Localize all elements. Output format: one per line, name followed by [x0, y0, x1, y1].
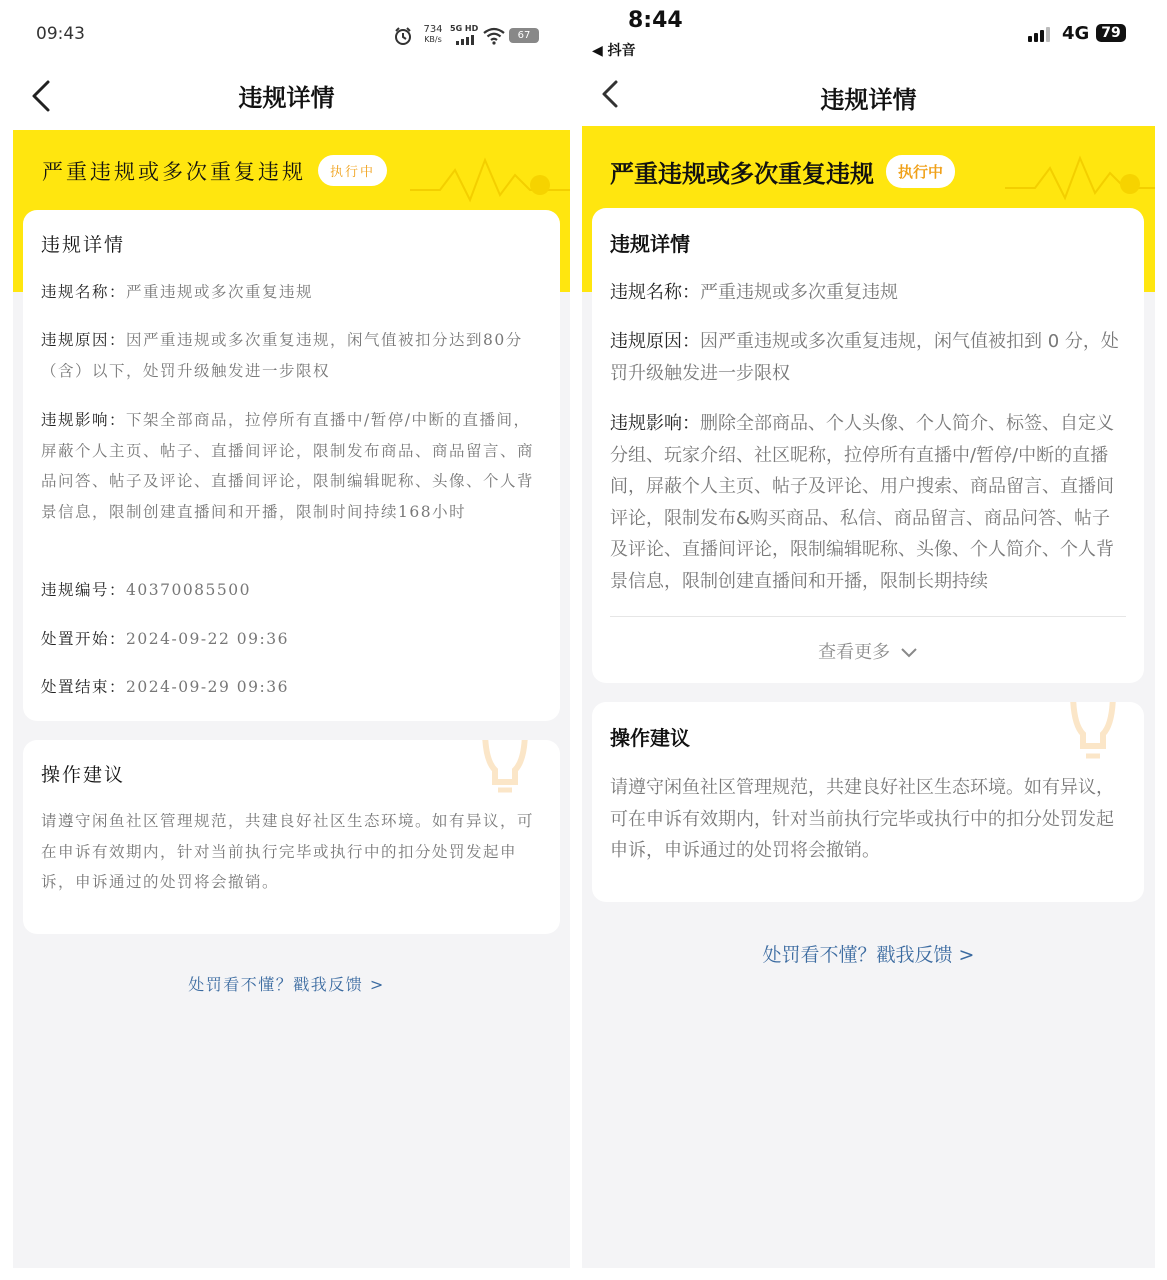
detail-key: 违规影响：: [41, 411, 127, 429]
advice-card-title: 操作建议: [610, 726, 690, 750]
status-time: 09:43: [36, 24, 85, 44]
details-card: [23, 210, 560, 721]
status-badge: 执行中: [886, 155, 955, 188]
detail-value: 严重违规或多次重复违规: [700, 282, 898, 303]
signal-icon: [456, 35, 476, 45]
violation-title: 严重违规或多次重复违规: [610, 160, 874, 188]
detail-row-impact: [610, 408, 1124, 597]
violation-header: [610, 154, 955, 189]
advice-text: 请遵守闲鱼社区管理规范，共建良好社区生态环境。如有异议，可在申诉有效期内，针对当前执行完毕或执行中的扣分处罚发起申诉，申诉通过的处罚将会撤销。: [41, 812, 535, 891]
detail-value: 因严重违规或多次重复违规，闲气值被扣分达到80分（含）以下，处罚升级触发进一步限权: [41, 331, 523, 380]
detail-value: 下架全部商品，拉停所有直播中/暂停/中断的直播间，屏蔽个人主页、帖子、直播间评论，限制发布商品、商品留言、商品问答、帖子及评论、直播间评论，限制编辑昵称、头像、个人背景信息，限制创建直播间和开播，限制时间持续168小时: [41, 411, 535, 521]
battery-icon: [1096, 24, 1126, 42]
detail-row-id: [41, 575, 544, 606]
lightbulb-icon: [470, 740, 540, 800]
advice-card-title: 操作建议: [41, 764, 126, 786]
net-speed: 734: [423, 24, 443, 35]
violation-header: [42, 155, 387, 186]
feedback-link[interactable]: 处罚看不懂？戳我反馈 >: [762, 944, 975, 966]
detail-key: 违规原因：: [41, 331, 127, 349]
detail-value: 严重违规或多次重复违规: [126, 283, 314, 301]
detail-value: 2024-09-29 09:36: [126, 678, 289, 696]
status-icons: [393, 24, 553, 48]
status-badge: 执行中: [318, 155, 387, 186]
lightbulb-icon: [1058, 702, 1128, 766]
battery-level: 67: [517, 30, 531, 41]
status-icons: [1028, 22, 1138, 46]
signal-icon: [1028, 26, 1052, 42]
net-speed-unit: KB/s: [424, 35, 442, 44]
details-card: [592, 208, 1144, 683]
detail-row-impact: [41, 405, 544, 527]
detail-key: 违规编号：: [41, 581, 127, 599]
status-time: 8:44: [628, 8, 683, 33]
details-card-title: 违规详情: [610, 232, 690, 256]
detail-key: 处置开始：: [41, 630, 127, 648]
detail-row-end: [41, 672, 544, 703]
advice-card: [592, 702, 1144, 902]
detail-key: 处置结束：: [41, 678, 127, 696]
detail-value: 因严重违规或多次重复违规，闲气值被扣到 0 分，处罚升级触发进一步限权: [610, 331, 1119, 384]
page-title: 违规详情: [238, 83, 335, 112]
battery-icon: [509, 28, 539, 43]
network-label: 4G: [1062, 23, 1090, 44]
detail-key: 违规名称：: [610, 282, 700, 303]
detail-value: 2024-09-22 09:36: [126, 630, 289, 648]
violation-title: 严重违规或多次重复违规: [42, 159, 306, 184]
divider: [610, 616, 1126, 617]
detail-row-reason: [41, 325, 544, 386]
page-title: 违规详情: [820, 86, 917, 114]
wifi-icon: [483, 27, 505, 45]
detail-row-reason: [610, 326, 1124, 389]
detail-value: 删除全部商品、个人头像、个人简介、标签、自定义分组、玩家介绍、社区昵称，拉停所有直播中/暂停/中断的直播间，屏蔽个人主页、帖子及评论、用户搜索、商品留言、直播间评论，限制发布&购买商品、私信、商品留言、商品问答、帖子及评论、直播间评论，限制编辑昵称、头像、个人简介、个人背景信息，限制创建直播间和开播，限制长期持续: [610, 413, 1114, 592]
details-card-title: 违规详情: [41, 234, 126, 256]
alarm-icon: [393, 26, 413, 46]
detail-value: 40370085500: [126, 581, 251, 599]
detail-key: 违规影响：: [610, 413, 700, 434]
right-screenshot: [582, 0, 1167, 1280]
chevron-down-icon: [900, 647, 918, 659]
detail-row-start: [41, 624, 544, 655]
back-to-app-link[interactable]: ◀ 抖音: [592, 43, 636, 59]
feedback-link[interactable]: 处罚看不懂？戳我反馈 >: [188, 975, 385, 994]
left-screenshot: [0, 0, 573, 1280]
detail-row-name: [41, 277, 544, 308]
show-more-label: 查看更多: [818, 642, 891, 663]
detail-key: 违规名称：: [41, 283, 127, 301]
advice-card: [23, 740, 560, 934]
battery-level: 79: [1101, 25, 1121, 41]
advice-text: 请遵守闲鱼社区管理规范，共建良好社区生态环境。如有异议，可在申诉有效期内，针对当前执行完毕或执行中的扣分处罚发起申诉，申诉通过的处罚将会撤销。: [610, 777, 1114, 861]
detail-row-name: [610, 277, 1124, 309]
detail-key: 违规原因：: [610, 331, 700, 352]
show-more-button[interactable]: [592, 638, 1144, 664]
network-label: 5G HD: [450, 24, 479, 33]
